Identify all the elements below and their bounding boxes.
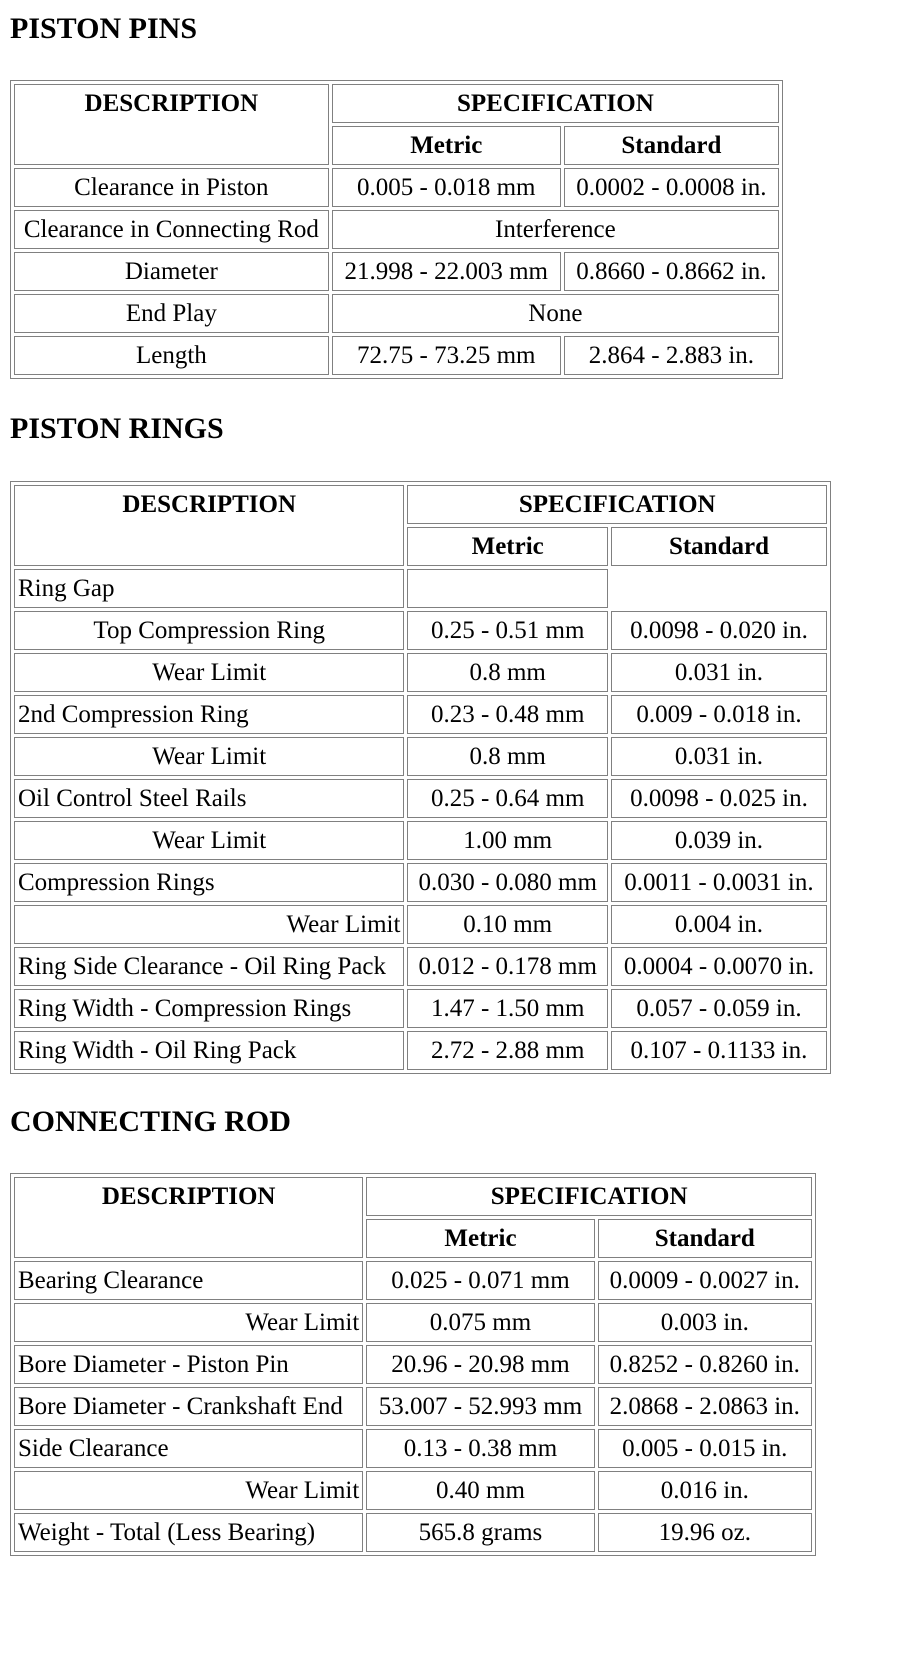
standard-cell: 0.0009 - 0.0027 in. <box>598 1261 812 1300</box>
standard-header: Standard <box>564 126 779 165</box>
metric-header: Metric <box>407 527 607 566</box>
table-row <box>14 1429 812 1468</box>
metric-header: Metric <box>366 1219 594 1258</box>
metric-cell: 0.8 mm <box>407 653 607 692</box>
standard-cell: 0.0098 - 0.020 in. <box>611 611 827 650</box>
table-row <box>14 821 827 860</box>
standard-cell: 0.016 in. <box>598 1471 812 1510</box>
description-cell: Wear Limit <box>14 653 404 692</box>
description-cell: Wear Limit <box>14 1303 363 1342</box>
description-cell: Ring Width - Compression Rings <box>14 989 404 1028</box>
description-cell: Wear Limit <box>14 905 404 944</box>
description-header: DESCRIPTION <box>14 84 329 165</box>
description-cell: Diameter <box>14 252 329 291</box>
description-cell: Wear Limit <box>14 821 404 860</box>
table-row <box>14 989 827 1028</box>
standard-cell: 0.031 in. <box>611 737 827 776</box>
table-row <box>14 1303 812 1342</box>
specification-header: SPECIFICATION <box>332 84 779 123</box>
metric-cell: 0.075 mm <box>366 1303 594 1342</box>
standard-cell: 0.039 in. <box>611 821 827 860</box>
standard-cell: 2.864 - 2.883 in. <box>564 336 779 375</box>
table-row <box>14 611 827 650</box>
standard-cell: 2.0868 - 2.0863 in. <box>598 1387 812 1426</box>
standard-cell: 19.96 oz. <box>598 1513 812 1552</box>
standard-cell: 0.005 - 0.015 in. <box>598 1429 812 1468</box>
description-cell: Wear Limit <box>14 1471 363 1510</box>
table-row <box>14 863 827 902</box>
description-header: DESCRIPTION <box>14 485 404 566</box>
table-row <box>14 905 827 944</box>
description-cell: Weight - Total (Less Bearing) <box>14 1513 363 1552</box>
metric-cell: 0.8 mm <box>407 737 607 776</box>
description-cell: Wear Limit <box>14 737 404 776</box>
table-row <box>14 1513 812 1552</box>
table-row <box>14 1471 812 1510</box>
metric-cell: 0.030 - 0.080 mm <box>407 863 607 902</box>
table-row <box>14 569 827 608</box>
standard-cell: 0.107 - 0.1133 in. <box>611 1031 827 1070</box>
metric-cell: 72.75 - 73.25 mm <box>332 336 561 375</box>
header-row <box>14 1177 812 1216</box>
table-row <box>14 252 779 291</box>
standard-cell: 0.031 in. <box>611 653 827 692</box>
description-cell: 2nd Compression Ring <box>14 695 404 734</box>
specification-header: SPECIFICATION <box>407 485 827 524</box>
standard-header: Standard <box>598 1219 812 1258</box>
standard-cell: 0.057 - 0.059 in. <box>611 989 827 1028</box>
description-cell: Clearance in Piston <box>14 168 329 207</box>
piston-rings-table <box>10 481 831 1074</box>
description-cell: Ring Width - Oil Ring Pack <box>14 1031 404 1070</box>
metric-cell: 0.012 - 0.178 mm <box>407 947 607 986</box>
table-row <box>14 695 827 734</box>
metric-cell: 0.25 - 0.64 mm <box>407 779 607 818</box>
metric-cell: 0.23 - 0.48 mm <box>407 695 607 734</box>
table-row <box>14 1387 812 1426</box>
standard-cell: 0.0098 - 0.025 in. <box>611 779 827 818</box>
description-cell: Length <box>14 336 329 375</box>
description-cell: Ring Gap <box>14 569 404 608</box>
table-row <box>14 653 827 692</box>
table-row <box>14 947 827 986</box>
metric-cell: 0.40 mm <box>366 1471 594 1510</box>
description-cell: Bore Diameter - Piston Pin <box>14 1345 363 1384</box>
standard-cell: 0.009 - 0.018 in. <box>611 695 827 734</box>
specification-header: SPECIFICATION <box>366 1177 812 1216</box>
table-row <box>14 737 827 776</box>
metric-header: Metric <box>332 126 561 165</box>
table-row <box>14 294 779 333</box>
standard-cell: 0.003 in. <box>598 1303 812 1342</box>
metric-cell: 1.47 - 1.50 mm <box>407 989 607 1028</box>
description-cell: Side Clearance <box>14 1429 363 1468</box>
metric-cell: 0.13 - 0.38 mm <box>366 1429 594 1468</box>
standard-cell: 0.8660 - 0.8662 in. <box>564 252 779 291</box>
standard-cell: 0.8252 - 0.8260 in. <box>598 1345 812 1384</box>
header-row <box>14 84 779 123</box>
standard-cell: 0.0002 - 0.0008 in. <box>564 168 779 207</box>
table-row <box>14 779 827 818</box>
table-row <box>14 1031 827 1070</box>
metric-cell: 565.8 grams <box>366 1513 594 1552</box>
description-cell: Oil Control Steel Rails <box>14 779 404 818</box>
description-cell: Clearance in Connecting Rod <box>14 210 329 249</box>
metric-cell: 2.72 - 2.88 mm <box>407 1031 607 1070</box>
metric-cell: 53.007 - 52.993 mm <box>366 1387 594 1426</box>
description-cell: End Play <box>14 294 329 333</box>
standard-cell <box>611 569 827 608</box>
description-header: DESCRIPTION <box>14 1177 363 1258</box>
piston-pins-table <box>10 80 783 379</box>
metric-cell: 20.96 - 20.98 mm <box>366 1345 594 1384</box>
metric-cell: 0.25 - 0.51 mm <box>407 611 607 650</box>
table-row <box>14 1345 812 1384</box>
metric-cell: 1.00 mm <box>407 821 607 860</box>
description-cell: Bearing Clearance <box>14 1261 363 1300</box>
table-row <box>14 210 779 249</box>
header-row <box>14 485 827 524</box>
section-title-piston-pins: PISTON PINS <box>10 12 198 45</box>
standard-cell: 0.0011 - 0.0031 in. <box>611 863 827 902</box>
description-cell: Ring Side Clearance - Oil Ring Pack <box>14 947 404 986</box>
table-row <box>14 1261 812 1300</box>
connecting-rod-table <box>10 1173 816 1556</box>
metric-cell: 0.025 - 0.071 mm <box>366 1261 594 1300</box>
metric-cell <box>407 569 607 608</box>
description-cell: Bore Diameter - Crankshaft End <box>14 1387 363 1426</box>
section-title-connecting-rod: CONNECTING ROD <box>10 1105 291 1138</box>
metric-cell: 21.998 - 22.003 mm <box>332 252 561 291</box>
table-row <box>14 168 779 207</box>
standard-cell: 0.004 in. <box>611 905 827 944</box>
section-title-piston-rings: PISTON RINGS <box>10 412 224 445</box>
description-cell: Compression Rings <box>14 863 404 902</box>
metric-cell: 0.005 - 0.018 mm <box>332 168 561 207</box>
standard-cell: 0.0004 - 0.0070 in. <box>611 947 827 986</box>
metric-cell: 0.10 mm <box>407 905 607 944</box>
merged-spec-cell: Interference <box>332 210 779 249</box>
description-cell: Top Compression Ring <box>14 611 404 650</box>
table-row <box>14 336 779 375</box>
standard-header: Standard <box>611 527 827 566</box>
merged-spec-cell: None <box>332 294 779 333</box>
